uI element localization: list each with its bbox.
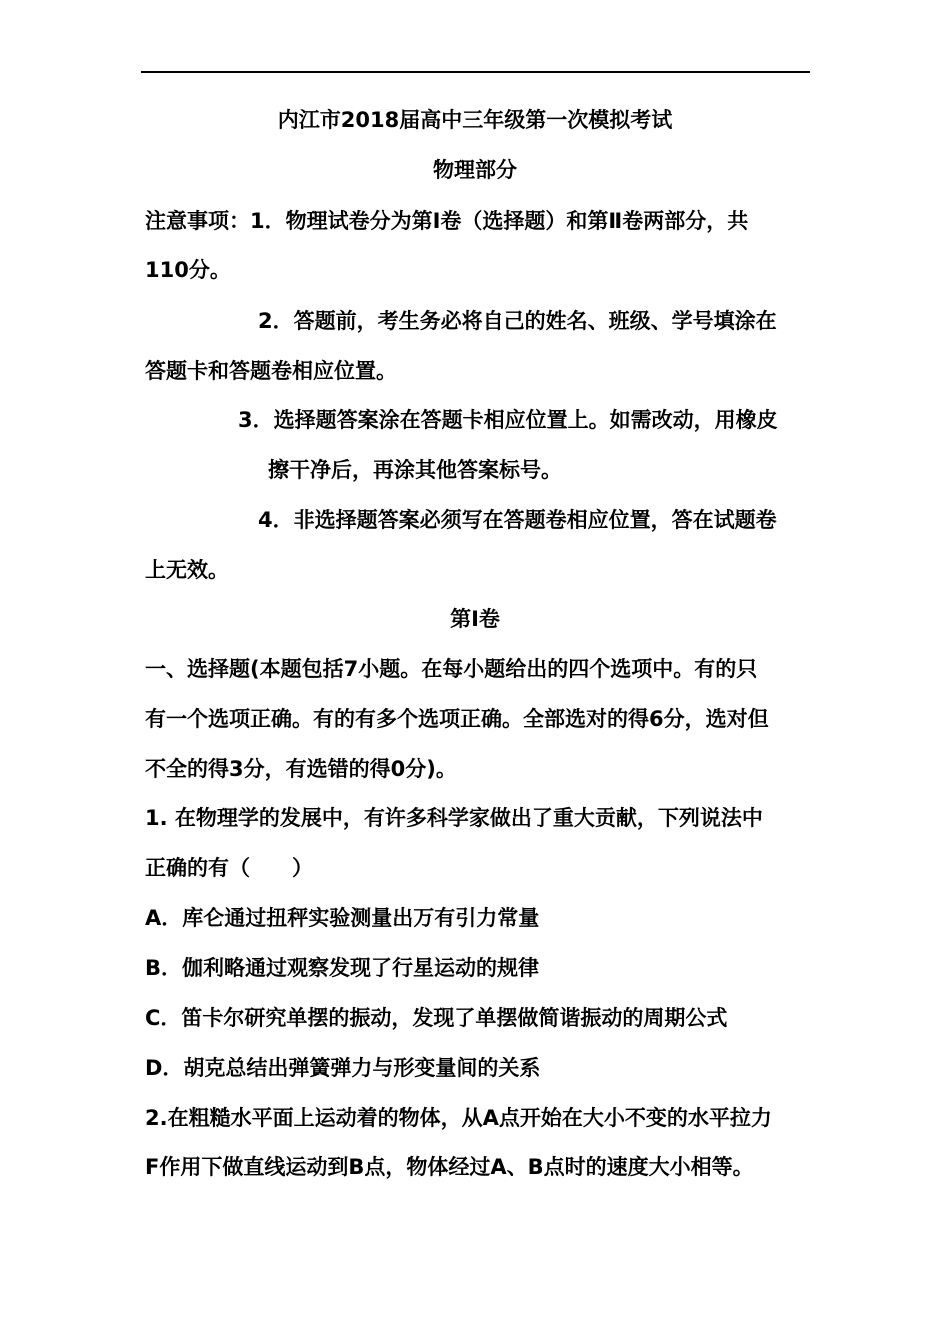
question-1-option-b: B．伽利略通过观察发现了行星运动的规律 — [145, 956, 540, 980]
section-title: 第Ⅰ卷 — [450, 607, 500, 631]
question-1-option-c: C．笛卡尔研究单摆的振动，发现了单摆做简谐振动的周期公式 — [145, 1006, 728, 1030]
header-rule — [141, 71, 810, 73]
exam-subtitle: 物理部分 — [433, 158, 517, 182]
section-intro-line-2: 有一个选项正确。有的有多个选项正确。全部选对的得6分，选对但 — [145, 707, 769, 731]
notes-item-2-line-2: 答题卡和答题卷相应位置。 — [145, 359, 397, 383]
notes-line-2: 110分。 — [145, 258, 231, 282]
question-2-stem-line-1: 2.在粗糙水平面上运动着的物体，从A点开始在大小不变的水平拉力 — [145, 1106, 772, 1130]
notes-item-4-line-2: 上无效。 — [145, 558, 229, 582]
question-1-option-d: D．胡克总结出弹簧弹力与形变量间的关系 — [145, 1056, 541, 1080]
question-1-stem-line-1: 1. 在物理学的发展中，有许多科学家做出了重大贡献，下列说法中 — [145, 806, 763, 830]
section-intro-line-1: 一、选择题(本题包括7小题。在每小题给出的四个选项中。有的只 — [145, 657, 758, 681]
notes-item-4-line-1: 4．非选择题答案必须写在答题卷相应位置，答在试题卷 — [258, 508, 777, 532]
question-1-option-a: A．库仑通过扭秤实验测量出万有引力常量 — [145, 906, 540, 930]
notes-item-3-line-1: 3．选择题答案涂在答题卡相应位置上。如需改动，用橡皮 — [238, 408, 778, 432]
notes-line-1: 注意事项：1．物理试卷分为第Ⅰ卷（选择题）和第Ⅱ卷两部分，共 — [145, 209, 749, 233]
question-2-stem-line-2: F作用下做直线运动到B点，物体经过A、B点时的速度大小相等。 — [145, 1155, 754, 1179]
question-1-stem-line-2: 正确的有（ ） — [145, 856, 313, 880]
notes-item-2-line-1: 2．答题前，考生务必将自己的姓名、班级、学号填涂在 — [258, 309, 777, 333]
section-intro-line-3: 不全的得3分，有选错的得0分)。 — [145, 757, 457, 781]
exam-title: 内江市2018届高中三年级第一次模拟考试 — [277, 108, 673, 132]
notes-item-3-line-2: 擦干净后，再涂其他答案标号。 — [268, 458, 562, 482]
